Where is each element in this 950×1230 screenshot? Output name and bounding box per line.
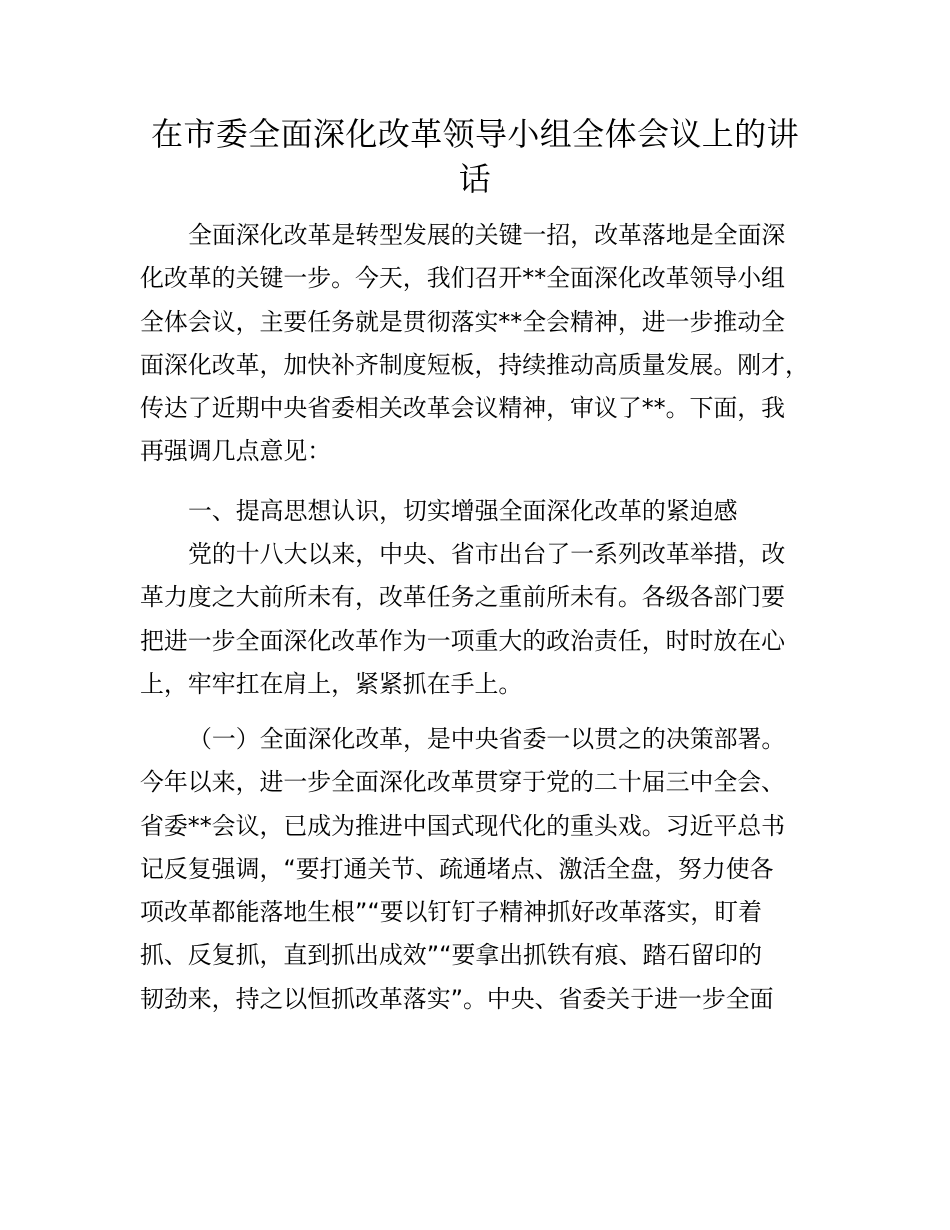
paragraph-subsection-1 [140, 718, 820, 1021]
text-line: 革力度之大前所未有，改革任务之重前所未有。各级各部门要 [140, 583, 786, 612]
paragraph-intro [140, 214, 820, 474]
heading-line: 一、提高思想认识，切实增强全面深化改革的紧迫感 [188, 497, 738, 525]
text-line: 省委**会议，已成为推进中国式现代化的重头戏。习近平总书 [140, 811, 786, 840]
text-line: 把进一步全面深化改革作为一项重大的政治责任，时时放在心 [140, 626, 786, 655]
text-line: 全面深化改革是转型发展的关键一招，改革落地是全面深 [188, 221, 786, 249]
text-line: 韧劲来，持之以恒抓改革落实”。中央、省委关于进一步全面 [140, 984, 774, 1013]
text-line: 党的十八大以来，中央、省市出台了一系列改革举措，改 [188, 540, 786, 568]
section-heading [140, 490, 820, 533]
document-title [0, 112, 950, 202]
text-line: 项改革都能落地生根”“要以钉钉子精神抓好改革落实，盯着 [140, 898, 763, 927]
text-line: 今年以来，进一步全面深化改革贯穿于党的二十届三中全会、 [140, 768, 786, 797]
text-line: 传达了近期中央省委相关改革会议精神，审议了**。下面，我 [140, 394, 786, 423]
text-line: 记反复强调，“要打通关节、疏通堵点、激活全盘，努力使各 [140, 854, 774, 883]
text-line: 再强调几点意见： [140, 437, 332, 466]
title-line: 在市委全面深化改革领导小组全体会议上的讲 [150, 115, 799, 153]
text-line: 面深化改革，加快补齐制度短板，持续推动高质量发展。刚才， [140, 350, 809, 379]
text-line: 抓、反复抓，直到抓出成效”“要拿出抓铁有痕、踏石留印的 [140, 941, 763, 970]
title-line: 话 [458, 160, 492, 198]
text-line: 全体会议，主要任务就是贯彻落实**全会精神，进一步推动全 [140, 307, 786, 336]
text-line: （一）全面深化改革，是中央省委一以贯之的决策部署。 [188, 725, 786, 753]
text-line: 化改革的关键一步。今天，我们召开**全面深化改革领导小组 [140, 264, 786, 293]
text-line: 上，牢牢扛在肩上，紧紧抓在手上。 [140, 669, 523, 698]
paragraph-section-1 [140, 533, 820, 706]
